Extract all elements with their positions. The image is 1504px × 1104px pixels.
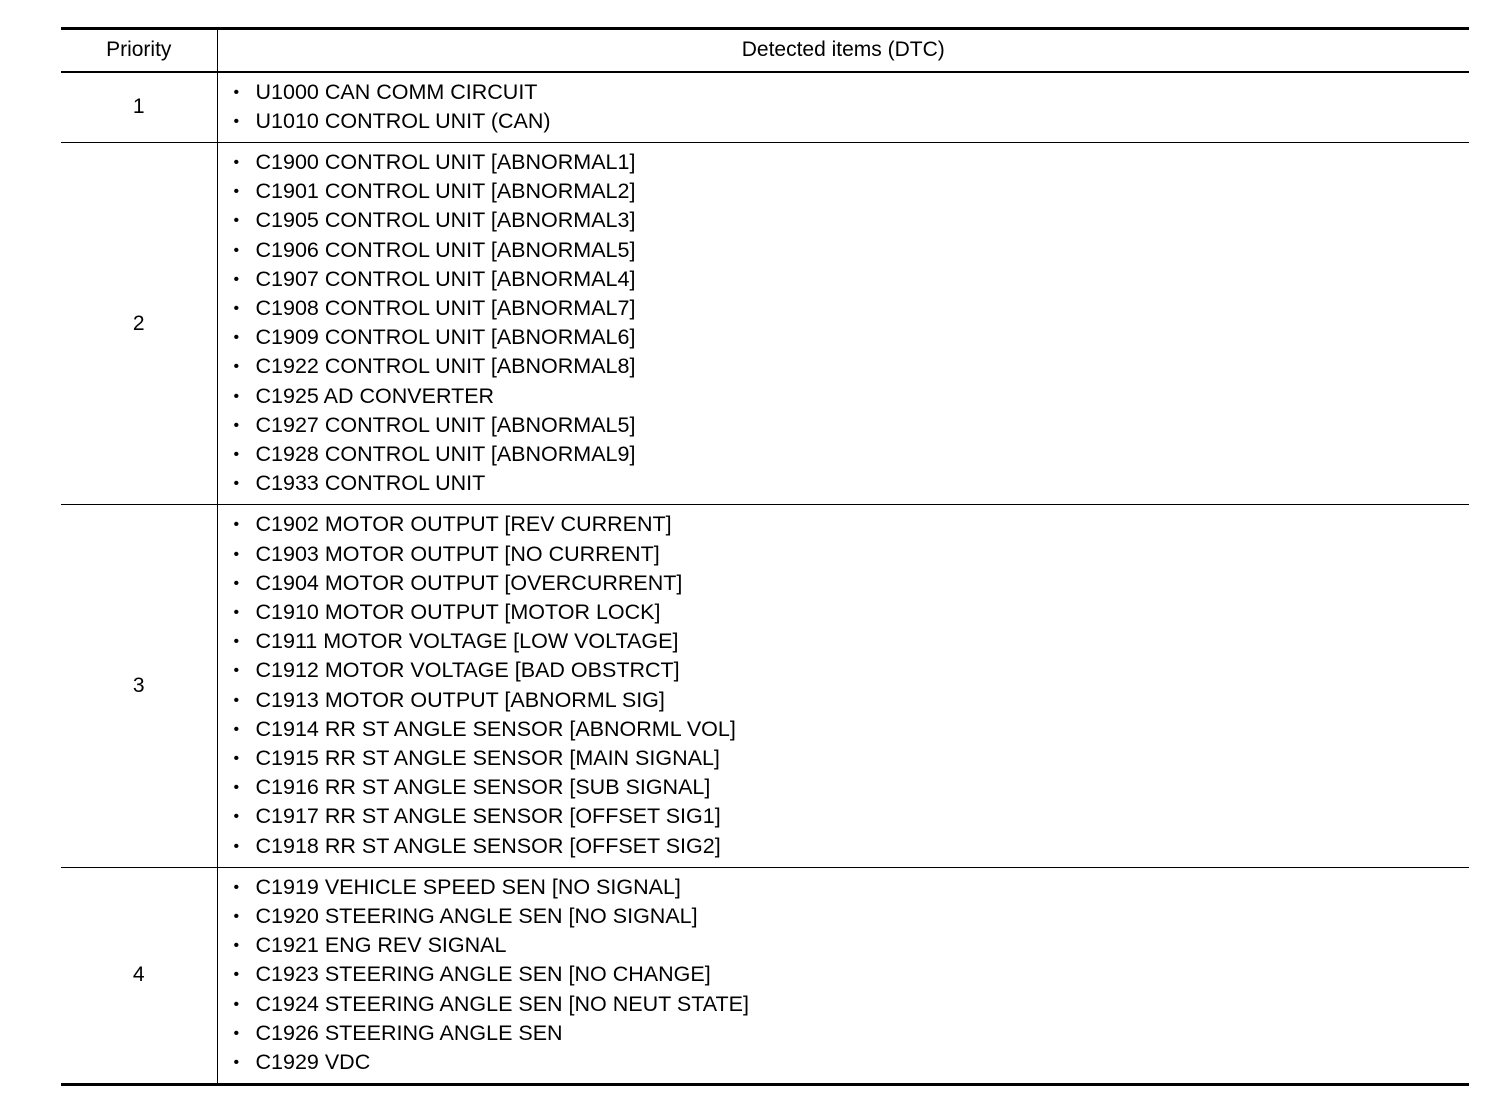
dtc-list-item — [232, 294, 1470, 323]
dtc-item-text: C1926 STEERING ANGLE SEN — [255, 1020, 563, 1045]
detected-items-cell — [217, 72, 1469, 143]
dtc-priority-table — [61, 27, 1469, 1086]
dtc-list-item — [232, 990, 1470, 1019]
bullet-icon: • — [233, 691, 240, 709]
bullet-icon: • — [233, 183, 240, 201]
dtc-list-item — [232, 78, 1470, 107]
dtc-list-item — [232, 510, 1470, 539]
bullet-icon: • — [233, 516, 240, 534]
dtc-list — [232, 873, 1470, 1077]
bullet-icon: • — [233, 112, 240, 130]
bullet-icon: • — [233, 387, 240, 405]
bullet-icon: • — [233, 966, 240, 984]
dtc-list-item — [232, 148, 1470, 177]
dtc-item-text: C1901 CONTROL UNIT [ABNORMAL2] — [255, 179, 636, 204]
table-row — [61, 72, 1469, 143]
dtc-list-item — [232, 802, 1470, 831]
bullet-icon: • — [233, 445, 240, 463]
dtc-list-item — [232, 323, 1470, 352]
bullet-icon: • — [233, 212, 240, 230]
priority-cell: 1 — [61, 72, 217, 143]
bullet-icon: • — [233, 270, 240, 288]
bullet-icon: • — [233, 299, 240, 317]
dtc-item-text: C1917 RR ST ANGLE SENSOR [OFFSET SIG1] — [255, 804, 721, 829]
dtc-list-item — [232, 960, 1470, 989]
dtc-list-item — [232, 177, 1470, 206]
dtc-list-item — [232, 715, 1470, 744]
priority-cell: 2 — [61, 142, 217, 504]
dtc-list-item — [232, 107, 1470, 136]
dtc-item-text: C1922 CONTROL UNIT [ABNORMAL8] — [255, 354, 636, 379]
dtc-item-text: U1010 CONTROL UNIT (CAN) — [255, 108, 551, 133]
dtc-item-text: C1908 CONTROL UNIT [ABNORMAL7] — [255, 295, 636, 320]
dtc-list-item — [232, 265, 1470, 294]
bullet-icon: • — [233, 358, 240, 376]
dtc-list-item — [232, 206, 1470, 235]
dtc-list-item — [232, 773, 1470, 802]
dtc-item-text: C1910 MOTOR OUTPUT [MOTOR LOCK] — [255, 599, 661, 624]
dtc-item-text: C1900 CONTROL UNIT [ABNORMAL1] — [255, 149, 636, 174]
bullet-icon: • — [233, 907, 240, 925]
dtc-item-text: C1911 MOTOR VOLTAGE [LOW VOLTAGE] — [255, 629, 679, 654]
bullet-icon: • — [233, 603, 240, 621]
bullet-icon: • — [233, 749, 240, 767]
dtc-list-item — [232, 686, 1470, 715]
dtc-item-text: C1928 CONTROL UNIT [ABNORMAL9] — [255, 441, 636, 466]
dtc-list-item — [232, 656, 1470, 685]
bullet-icon: • — [233, 545, 240, 563]
dtc-list-item — [232, 1019, 1470, 1048]
dtc-list-item — [232, 352, 1470, 381]
bullet-icon: • — [233, 83, 240, 101]
dtc-list-item — [232, 873, 1470, 902]
bullet-icon: • — [233, 633, 240, 651]
dtc-list-item — [232, 931, 1470, 960]
dtc-item-text: C1914 RR ST ANGLE SENSOR [ABNORML VOL] — [255, 716, 736, 741]
dtc-list-item — [232, 627, 1470, 656]
dtc-item-text: C1925 AD CONVERTER — [255, 383, 495, 408]
priority-column-header: Priority — [61, 29, 217, 72]
dtc-list-item — [232, 598, 1470, 627]
dtc-item-text: C1906 CONTROL UNIT [ABNORMAL5] — [255, 237, 636, 262]
dtc-item-text: C1927 CONTROL UNIT [ABNORMAL5] — [255, 412, 636, 437]
dtc-item-text: C1933 CONTROL UNIT — [255, 471, 486, 496]
dtc-list-item — [232, 1048, 1470, 1077]
bullet-icon: • — [233, 662, 240, 680]
bullet-icon: • — [233, 937, 240, 955]
dtc-item-text: U1000 CAN COMM CIRCUIT — [255, 79, 538, 104]
dtc-item-text: C1919 VEHICLE SPEED SEN [NO SIGNAL] — [255, 874, 681, 899]
dtc-item-text: C1915 RR ST ANGLE SENSOR [MAIN SIGNAL] — [255, 745, 720, 770]
dtc-list-item — [232, 236, 1470, 265]
dtc-list — [232, 510, 1470, 860]
dtc-list — [232, 148, 1470, 498]
dtc-item-text: C1904 MOTOR OUTPUT [OVERCURRENT] — [255, 570, 683, 595]
detected-items-cell — [217, 142, 1469, 504]
bullet-icon: • — [233, 416, 240, 434]
dtc-list — [232, 78, 1470, 136]
detected-items-cell — [217, 867, 1469, 1084]
bullet-icon: • — [233, 241, 240, 259]
bullet-icon: • — [233, 995, 240, 1013]
bullet-icon: • — [233, 720, 240, 738]
dtc-item-text: C1924 STEERING ANGLE SEN [NO NEUT STATE] — [255, 991, 749, 1016]
dtc-item-text: C1912 MOTOR VOLTAGE [BAD OBSTRCT] — [255, 658, 680, 683]
dtc-list-item — [232, 540, 1470, 569]
dtc-item-text: C1921 ENG REV SIGNAL — [255, 933, 507, 958]
priority-cell: 4 — [61, 867, 217, 1084]
bullet-icon: • — [233, 574, 240, 592]
dtc-item-text: C1923 STEERING ANGLE SEN [NO CHANGE] — [255, 962, 711, 987]
dtc-item-text: C1905 CONTROL UNIT [ABNORMAL3] — [255, 208, 636, 233]
priority-cell: 3 — [61, 505, 217, 867]
dtc-list-item — [232, 832, 1470, 861]
dtc-list-item — [232, 569, 1470, 598]
dtc-item-text: C1903 MOTOR OUTPUT [NO CURRENT] — [255, 541, 660, 566]
detected-items-column-header: Detected items (DTC) — [217, 29, 1469, 72]
dtc-item-text: C1902 MOTOR OUTPUT [REV CURRENT] — [255, 512, 672, 537]
bullet-icon: • — [233, 1024, 240, 1042]
bullet-icon: • — [233, 837, 240, 855]
table-row — [61, 142, 1469, 504]
dtc-list-item — [232, 411, 1470, 440]
dtc-item-text: C1909 CONTROL UNIT [ABNORMAL6] — [255, 325, 636, 350]
dtc-list-item — [232, 469, 1470, 498]
table-row — [61, 867, 1469, 1084]
bullet-icon: • — [233, 475, 240, 493]
detected-items-cell — [217, 505, 1469, 867]
dtc-list-item — [232, 382, 1470, 411]
dtc-list-item — [232, 902, 1470, 931]
bullet-icon: • — [233, 1054, 240, 1071]
bullet-icon: • — [233, 808, 240, 826]
table-header-row — [61, 29, 1469, 72]
dtc-item-text: C1920 STEERING ANGLE SEN [NO SIGNAL] — [255, 903, 698, 928]
table-body — [61, 72, 1469, 1085]
table-row — [61, 505, 1469, 867]
bullet-icon: • — [233, 779, 240, 797]
bullet-icon: • — [233, 878, 240, 896]
dtc-item-text: C1916 RR ST ANGLE SENSOR [SUB SIGNAL] — [255, 775, 711, 800]
dtc-item-text: C1929 VDC — [255, 1050, 371, 1074]
bullet-icon: • — [233, 153, 240, 171]
dtc-item-text: C1907 CONTROL UNIT [ABNORMAL4] — [255, 266, 636, 291]
dtc-item-text: C1918 RR ST ANGLE SENSOR [OFFSET SIG2] — [255, 833, 721, 858]
dtc-item-text: C1913 MOTOR OUTPUT [ABNORML SIG] — [255, 687, 665, 712]
dtc-list-item — [232, 440, 1470, 469]
dtc-list-item — [232, 744, 1470, 773]
bullet-icon: • — [233, 329, 240, 347]
